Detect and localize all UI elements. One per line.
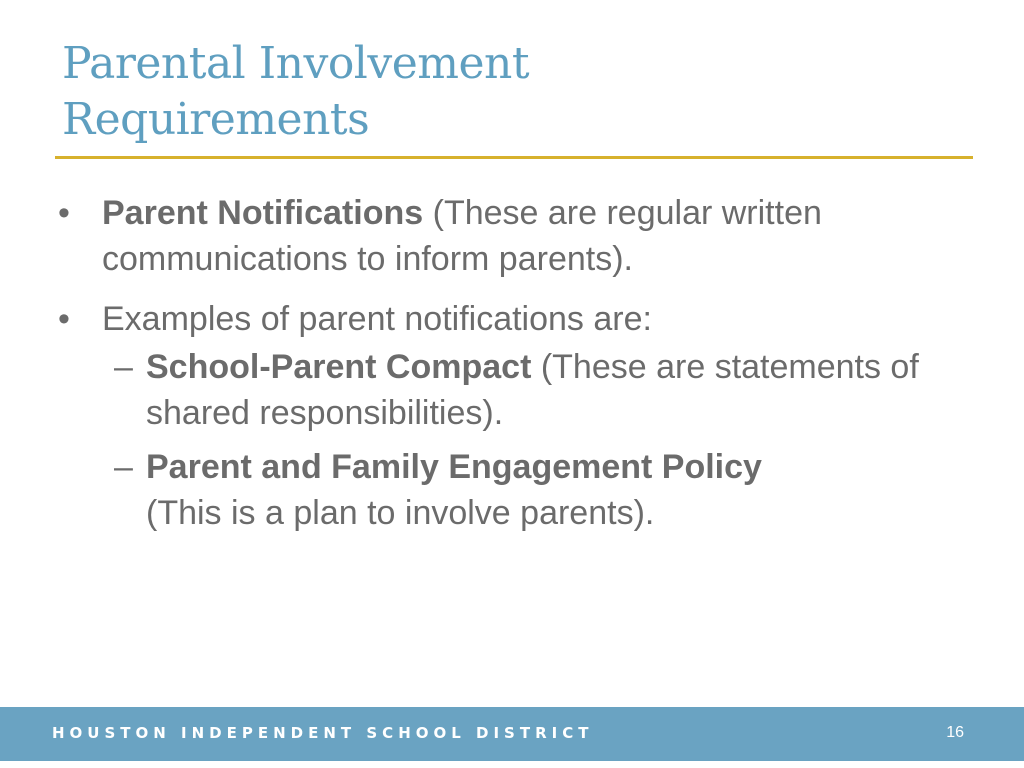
subitem-marker: – — [114, 348, 133, 386]
subitem-heading: School-Parent Compact — [146, 348, 532, 386]
slide-title — [62, 36, 962, 148]
title-underline — [55, 156, 973, 159]
slide-title-line-1: Parental Involvement — [62, 38, 530, 89]
subitem-engagement-policy — [58, 444, 978, 536]
subitem-school-parent-compact — [58, 344, 978, 436]
subitem-heading: Parent and Family Engagement Policy — [146, 448, 762, 486]
organization-name: HOUSTON INDEPENDENT SCHOOL DISTRICT — [52, 724, 594, 742]
subitem-marker: – — [114, 448, 133, 486]
footer-bar — [0, 707, 1024, 761]
page-number: 16 — [946, 724, 964, 741]
slide-title-line-2: Requirements — [62, 94, 370, 145]
subitem-text: (This is a plan to involve parents). — [146, 494, 655, 532]
bullet-marker: • — [58, 300, 70, 338]
slide-content — [58, 190, 978, 536]
bullet-text: (These are regular written communications to inform parents). — [102, 194, 822, 278]
bullet-parent-notifications — [58, 190, 978, 282]
bullet-text: Examples of parent notifications are: — [102, 300, 652, 338]
bullet-examples — [58, 296, 978, 342]
subitem-text: (These are statements of shared responsibilities). — [146, 348, 919, 432]
bullet-heading: Parent Notifications — [102, 194, 424, 232]
bullet-marker: • — [58, 194, 70, 232]
